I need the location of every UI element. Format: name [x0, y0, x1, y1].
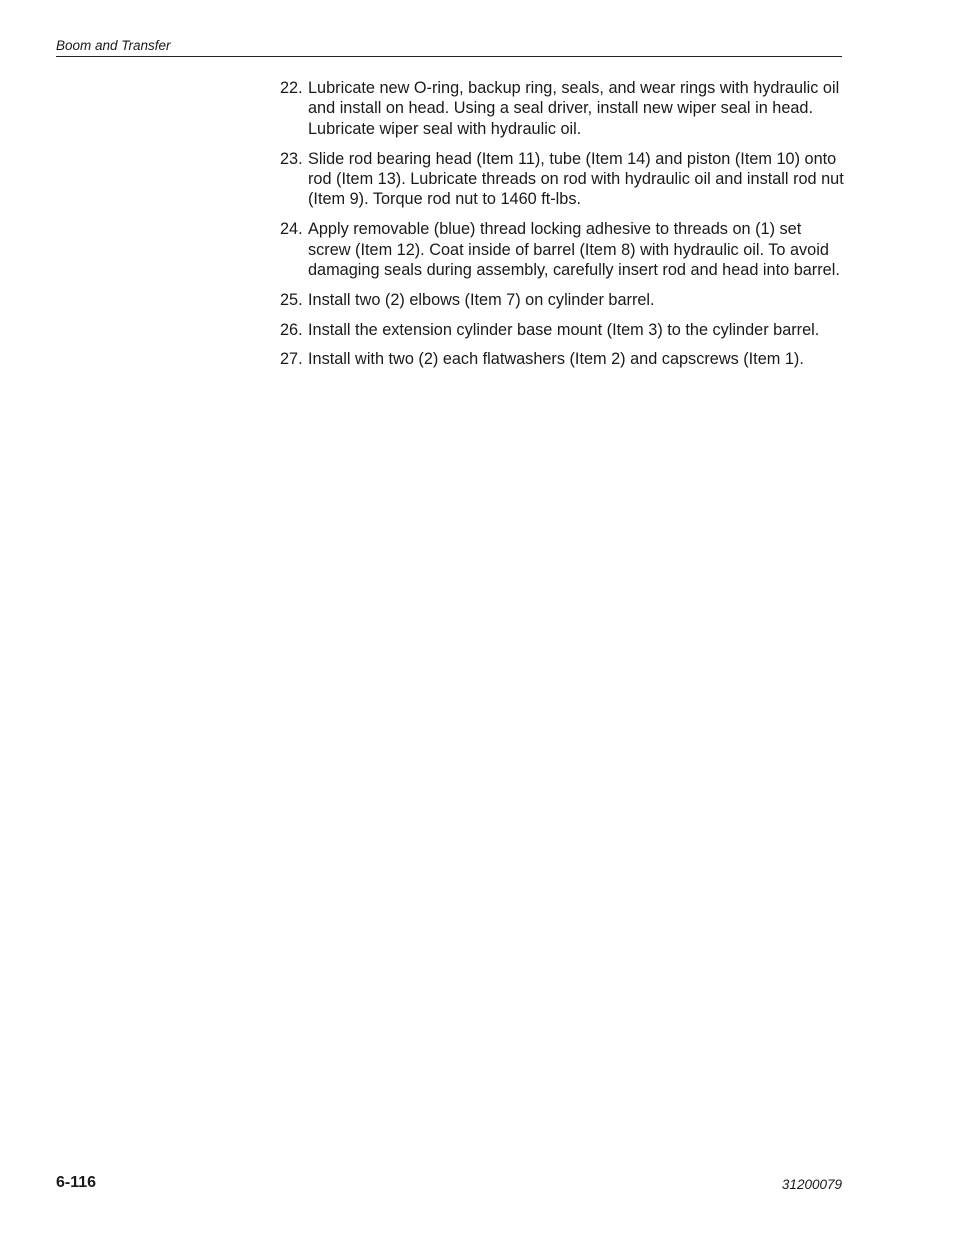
- running-header-title: Boom and Transfer: [56, 38, 171, 53]
- page-number: 6-116: [56, 1174, 97, 1191]
- procedure-step: [280, 290, 846, 310]
- procedure-step: [280, 320, 846, 340]
- procedure-step: [280, 349, 846, 369]
- step-number: 25.: [280, 290, 303, 309]
- step-number: 22.: [280, 79, 303, 97]
- step-number: 24.: [280, 220, 303, 239]
- step-text: Install with two (2) each flatwashers (Item 2) and capscrews (Item 1).: [308, 350, 804, 369]
- step-number: 23.: [280, 149, 303, 168]
- document-number: 31200079: [781, 1177, 842, 1192]
- procedure-steps-list: [280, 78, 846, 379]
- header-rule: [56, 56, 842, 57]
- procedure-step: [280, 149, 846, 210]
- step-text: Install the extension cylinder base mount (Item 3) to the cylinder barrel.: [308, 320, 820, 339]
- step-number: 27.: [280, 350, 303, 369]
- step-number: 26.: [280, 320, 303, 339]
- procedure-step: [280, 219, 846, 280]
- step-text: Lubricate new O-ring, backup ring, seals, and wear rings with hydraulic oil and install on head. Using a seal driver, install new wiper seal in head. Lubricate wiper seal with hydraulic oil.: [308, 79, 840, 138]
- step-text: Slide rod bearing head (Item 11), tube (Item 14) and piston (Item 10) onto rod (Item 13). Lubricate threads on rod with hydraulic oil and install rod nut (Item 9). Torque rod nut to 1460 ft-lbs.: [308, 149, 844, 209]
- step-text: Apply removable (blue) thread locking adhesive to threads on (1) set screw (Item 12). Coat inside of barrel (Item 8) with hydraulic oil. To avoid damaging seals during assembly, carefully insert rod and head into barrel.: [308, 220, 840, 280]
- procedure-step: [280, 78, 846, 139]
- step-text: Install two (2) elbows (Item 7) on cylinder barrel.: [308, 290, 655, 309]
